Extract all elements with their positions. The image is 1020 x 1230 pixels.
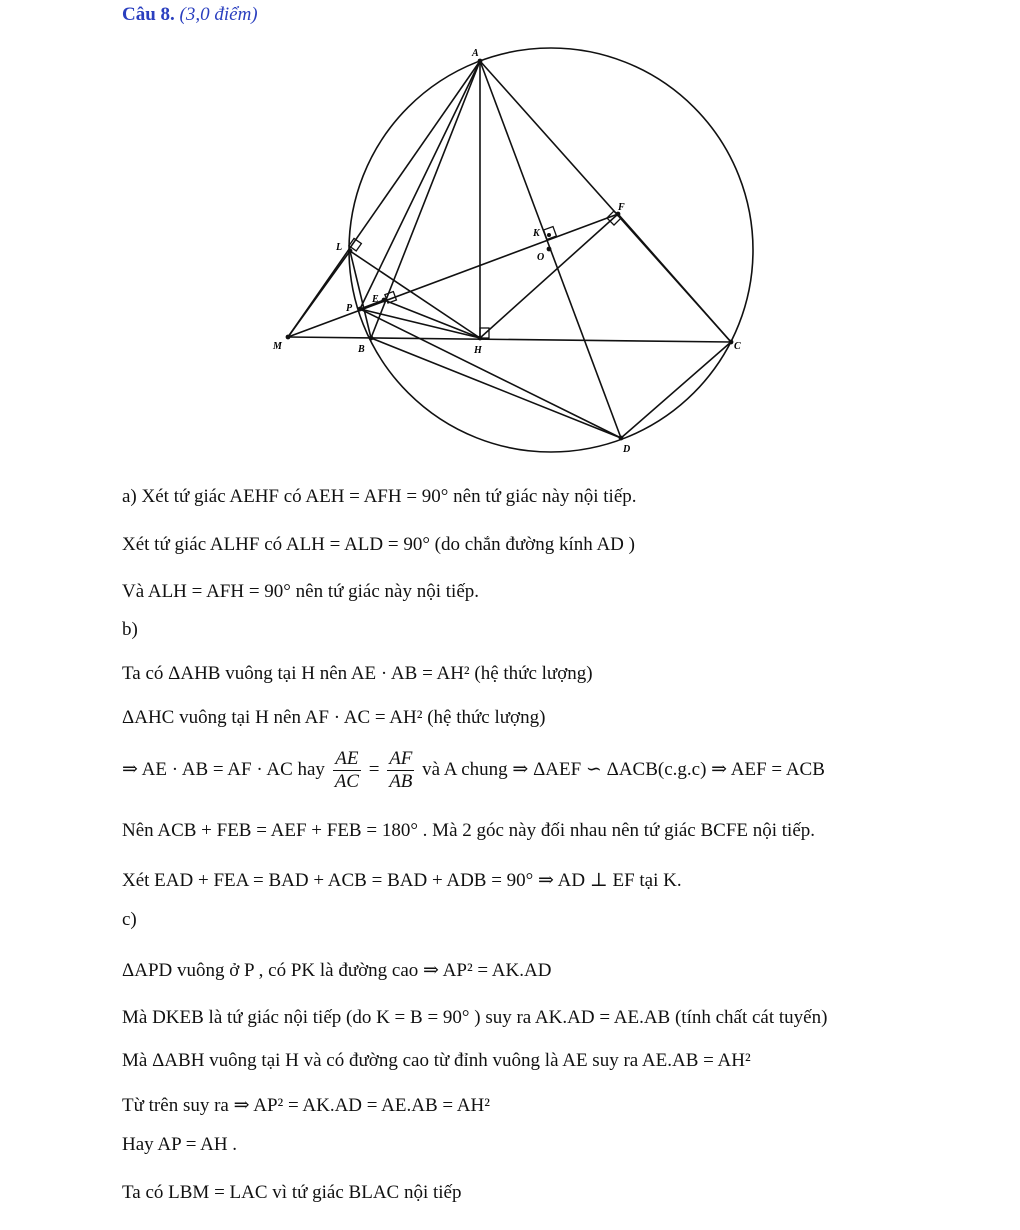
point-K — [547, 233, 551, 237]
point-P — [358, 307, 363, 312]
text-line-b5: Xét EAD + FEA = BAD + ACB = BAD + ADB = 90° ⇒ AD ⊥ EF tại K. — [122, 870, 682, 891]
segment-FC — [618, 214, 731, 342]
text-line-c3: Mà ΔABH vuông tại H và có đường cao từ đỉnh vuông là AE suy ra AE.AB = AH² — [122, 1050, 751, 1071]
fraction-denominator-ab: AB — [389, 771, 413, 792]
fraction-ae-ac — [333, 748, 361, 793]
point-M — [286, 335, 291, 340]
text-line-c2: Mà DKEB là tứ giác nội tiếp (do K = B = 90° ) suy ra AK.AD = AE.AB (tính chất cát tuyến) — [122, 1007, 828, 1028]
label-K: K — [533, 228, 540, 239]
label-P: P — [346, 303, 353, 314]
label-O: O — [537, 252, 545, 263]
fraction-numerator-af: AF — [389, 748, 413, 769]
segment-AM — [288, 61, 480, 337]
segment-BD — [371, 338, 621, 438]
label-F: F — [618, 202, 625, 213]
label-A: A — [472, 48, 479, 59]
question-points: (3,0 điểm) — [179, 4, 258, 25]
label-B: B — [358, 344, 365, 355]
point-E — [382, 298, 387, 303]
segment-PH — [360, 309, 480, 338]
segment-MF — [288, 214, 618, 337]
point-B — [369, 336, 374, 341]
point-H — [478, 336, 483, 341]
label-H: H — [474, 345, 482, 356]
text-line-c4: Từ trên suy ra ⇒ AP² = AK.AD = AE.AB = AH² — [122, 1095, 490, 1116]
segment-LH — [350, 251, 480, 338]
text-line-b3 — [122, 748, 825, 793]
text-b3-left: ⇒ AE · AB = AF · AC hay — [122, 758, 325, 780]
label-E: E — [372, 294, 379, 305]
text-line-b-label: b) — [122, 619, 138, 640]
fraction-numerator-ae: AE — [333, 748, 361, 771]
text-line-c5: Hay AP = AH . — [122, 1134, 238, 1155]
text-line-a1: a) Xét tứ giác AEHF có AEH = AFH = 90° nên tứ giác này nội tiếp. — [122, 486, 637, 507]
point-D — [619, 436, 624, 441]
label-M: M — [273, 341, 282, 352]
point-O — [547, 247, 552, 252]
segment-HF — [480, 214, 618, 338]
text-line-b1: Ta có ΔAHB vuông tại H nên AE · AB = AH² (hệ thức lượng) — [122, 663, 593, 684]
point-L — [348, 249, 353, 254]
text-line-b4: Nên ACB + FEB = AEF + FEB = 180° . Mà 2 góc này đối nhau nên tứ giác BCFE nội tiếp. — [122, 820, 816, 841]
text-line-c6: Ta có LBM = LAC vì tứ giác BLAC nội tiếp — [122, 1182, 462, 1203]
point-C — [729, 340, 734, 345]
fraction-af-ab — [387, 748, 414, 793]
fraction-denominator-ac: AC — [334, 771, 359, 792]
text-line-a3: Và ALH = AFH = 90° nên tứ giác này nội tiếp. — [122, 581, 480, 602]
segment-AB — [371, 61, 480, 338]
label-C: C — [734, 341, 741, 352]
text-line-b2: ΔAHC vuông tại H nên AF · AC = AH² (hệ thức lượng) — [122, 707, 546, 728]
segment-MC — [288, 337, 731, 342]
text-line-a2: Xét tứ giác ALHF có ALH = ALD = 90° (do chắn đường kính AD ) — [122, 534, 635, 555]
geometry-figure — [0, 0, 1020, 470]
segment-DC — [621, 342, 731, 438]
label-D: D — [623, 444, 631, 455]
text-line-c1: ΔAPD vuông ở P , có PK là đường cao ⇒ AP² = AK.AD — [122, 960, 552, 981]
text-b3-right: và A chung ⇒ ΔAEF ∽ ΔACB(c.g.c) ⇒ AEF = ACB — [422, 758, 825, 780]
question-number: Câu 8. — [122, 4, 175, 25]
label-L: L — [336, 242, 343, 253]
text-line-c-label: c) — [122, 909, 137, 930]
equals-sign: = — [368, 758, 380, 780]
point-A — [478, 59, 483, 64]
segment-ML — [288, 251, 350, 337]
